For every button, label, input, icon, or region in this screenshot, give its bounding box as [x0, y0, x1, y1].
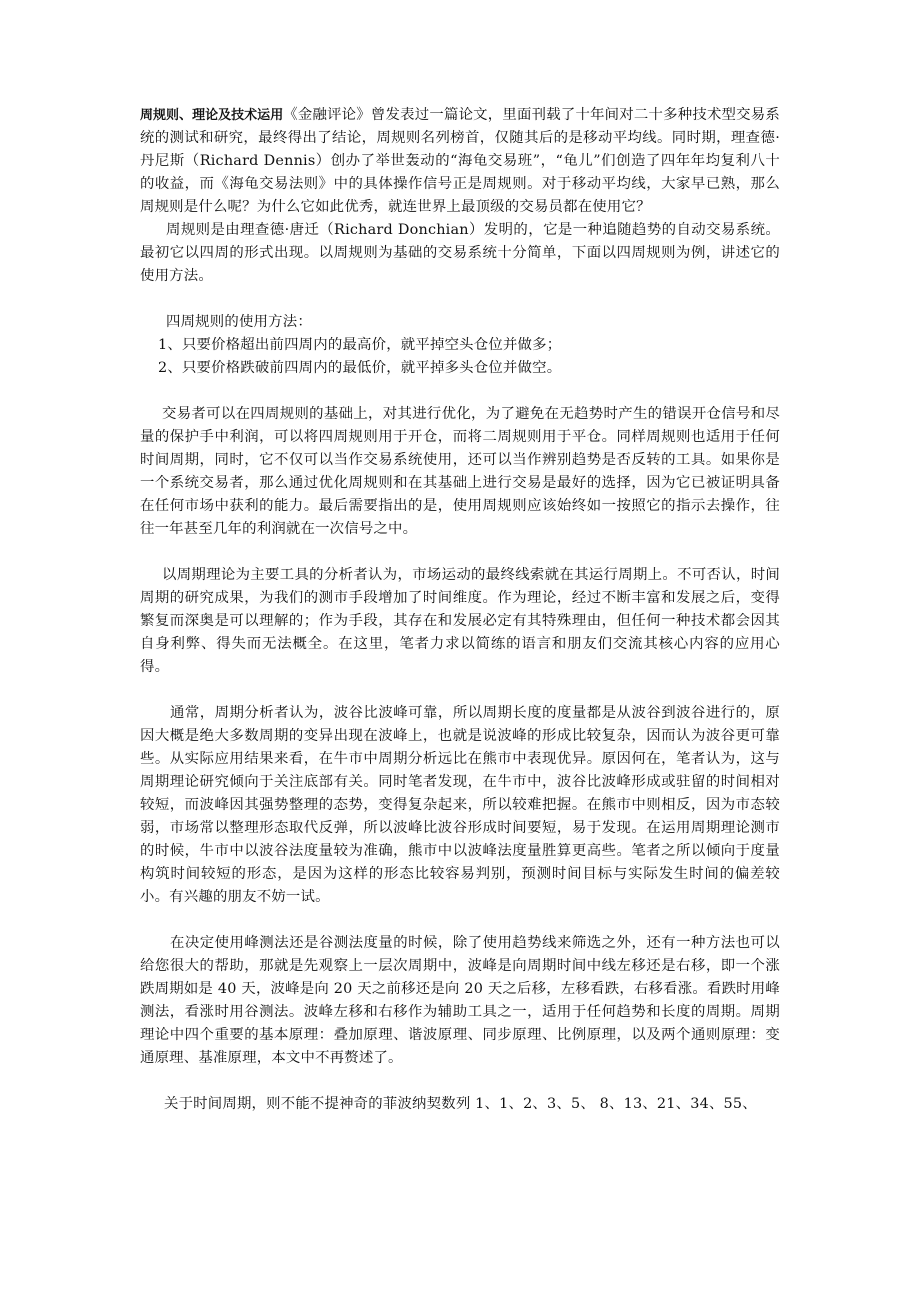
method-item-1: 1、只要价格超出前四周内的最高价，就平掉空头仓位并做多；: [158, 337, 562, 353]
method-heading: 四周规则的使用方法：: [166, 314, 312, 330]
peak-shift-paragraph: 在决定使用峰测法还是谷测法度量的时候，除了使用趋势线来筛选之外，还有一种方法也可以给您很大的帮助，那就是先观察上一层次周期中，波峰是向周期时间中线左移还是右移，即一个涨跌周期如是 40 天，波峰是向 20 天之前移还是向 20 天之后移，左移看跌，右移看涨。看跌时用峰测法，看涨时用谷测法。波峰左移和右移作为辅助工具之一，适用于任何趋势和长度的周期。周期理论中四个重要的基本原理：叠加原理、谐波原理、同步原理、比例原理，以及两个通则原理：变通原理、基准原理，本文中不再赘述了。: [140, 935, 780, 1066]
trough-paragraph: 通常，周期分析者认为，波谷比波峰可靠，所以周期长度的度量都是从波谷到波谷进行的，原因大概是绝大多数周期的变异出现在波峰上，也就是说波峰的形成比较复杂，因而认为波谷更可靠些。从实际应用结果来看，在牛市中周期分析远比在熊市中表现优异。原因何在，笔者认为，这与周期理论研究倾向于关注底部有关。同时笔者发现，在牛市中，波谷比波峰形成或驻留的时间相对较短，而波峰因其强势整理的态势，变得复杂起来，所以较难把握。在熊市中则相反，因为市态较弱，市场常以整理形态取代反弹，所以波峰比波谷形成时间要短，易于发现。在运用周期理论测市的时候，牛市中以波谷法度量较为准确，熊市中以波峰法度量胜算更高些。笔者之所以倾向于度量构筑时间较短的形态，是因为这样的形态比较容易判别，预测时间目标与实际发生时间的偏差较小。有兴趣的朋友不妨一试。: [140, 705, 780, 905]
fibonacci-paragraph: 关于时间周期，则不能不提神奇的菲波纳契数列 1、1、2、3、5、 8、13、21、34、55、: [164, 1096, 757, 1112]
method-item-2: 2、只要价格跌破前四周内的最低价，就平掉多头仓位并做空。: [158, 360, 562, 376]
cycle-theory-paragraph: 以周期理论为主要工具的分析者认为，市场运动的最终线索就在其运行周期上。不可否认，时间周期的研究成果，为我们的测市手段增加了时间维度。作为理论，经过不断丰富和发展之后，变得繁复而深奥是可以理解的；作为手段，其存在和发展必定有其特殊理由，但任何一种技术都会因其自身利弊、得失而无法概全。在这里，笔者力求以简练的语言和朋友们交流其核心内容的应用心得。: [140, 567, 780, 675]
document-page: [140, 104, 780, 1116]
optimize-paragraph: 交易者可以在四周规则的基础上，对其进行优化，为了避免在无趋势时产生的错误开仓信号和尽量的保护手中利润，可以将四周规则用于开仓，而将二周规则用于平仓。同样周规则也适用于任何时间周期，同时，它不仅可以当作交易系统使用，还可以当作辨别趋势是否反转的工具。如果你是一个系统交易者，那么通过优化周规则和在其基础上进行交易是最好的选择，因为它已被证明具备在任何市场中获利的能力。最后需要指出的是，使用周规则应该始终如一按照它的指示去操作，往往一年甚至几年的利润就在一次信号之中。: [140, 406, 780, 537]
intro-title: 周规则、理论及技术运用: [140, 108, 284, 123]
origin-paragraph: 周规则是由理查德·唐迁（Richard Donchian）发明的，它是一种追随趋势的自动交易系统。最初它以四周的形式出现。以周规则为基础的交易系统十分简单，下面以四周规则为例，讲述它的使用方法。: [140, 222, 780, 284]
intro-text: 《金融评论》曾发表过一篇论文，里面刊载了十年间对二十多种技术型交易系统的测试和研究，最终得出了结论，周规则名列榜首，仅随其后的是移动平均线。同时期，理查德·丹尼斯（Richard Dennis）创办了举世轰动的“海龟交易班”，“龟儿”们创造了四年年均复利八十的收益，而《海龟交易法则》中的具体操作信号正是周规则。对于移动平均线，大家早已熟，那么周规则是什么呢？为什么它如此优秀，就连世界上最顶级的交易员都在使用它？: [140, 107, 780, 215]
intro-paragraph: [140, 104, 780, 219]
